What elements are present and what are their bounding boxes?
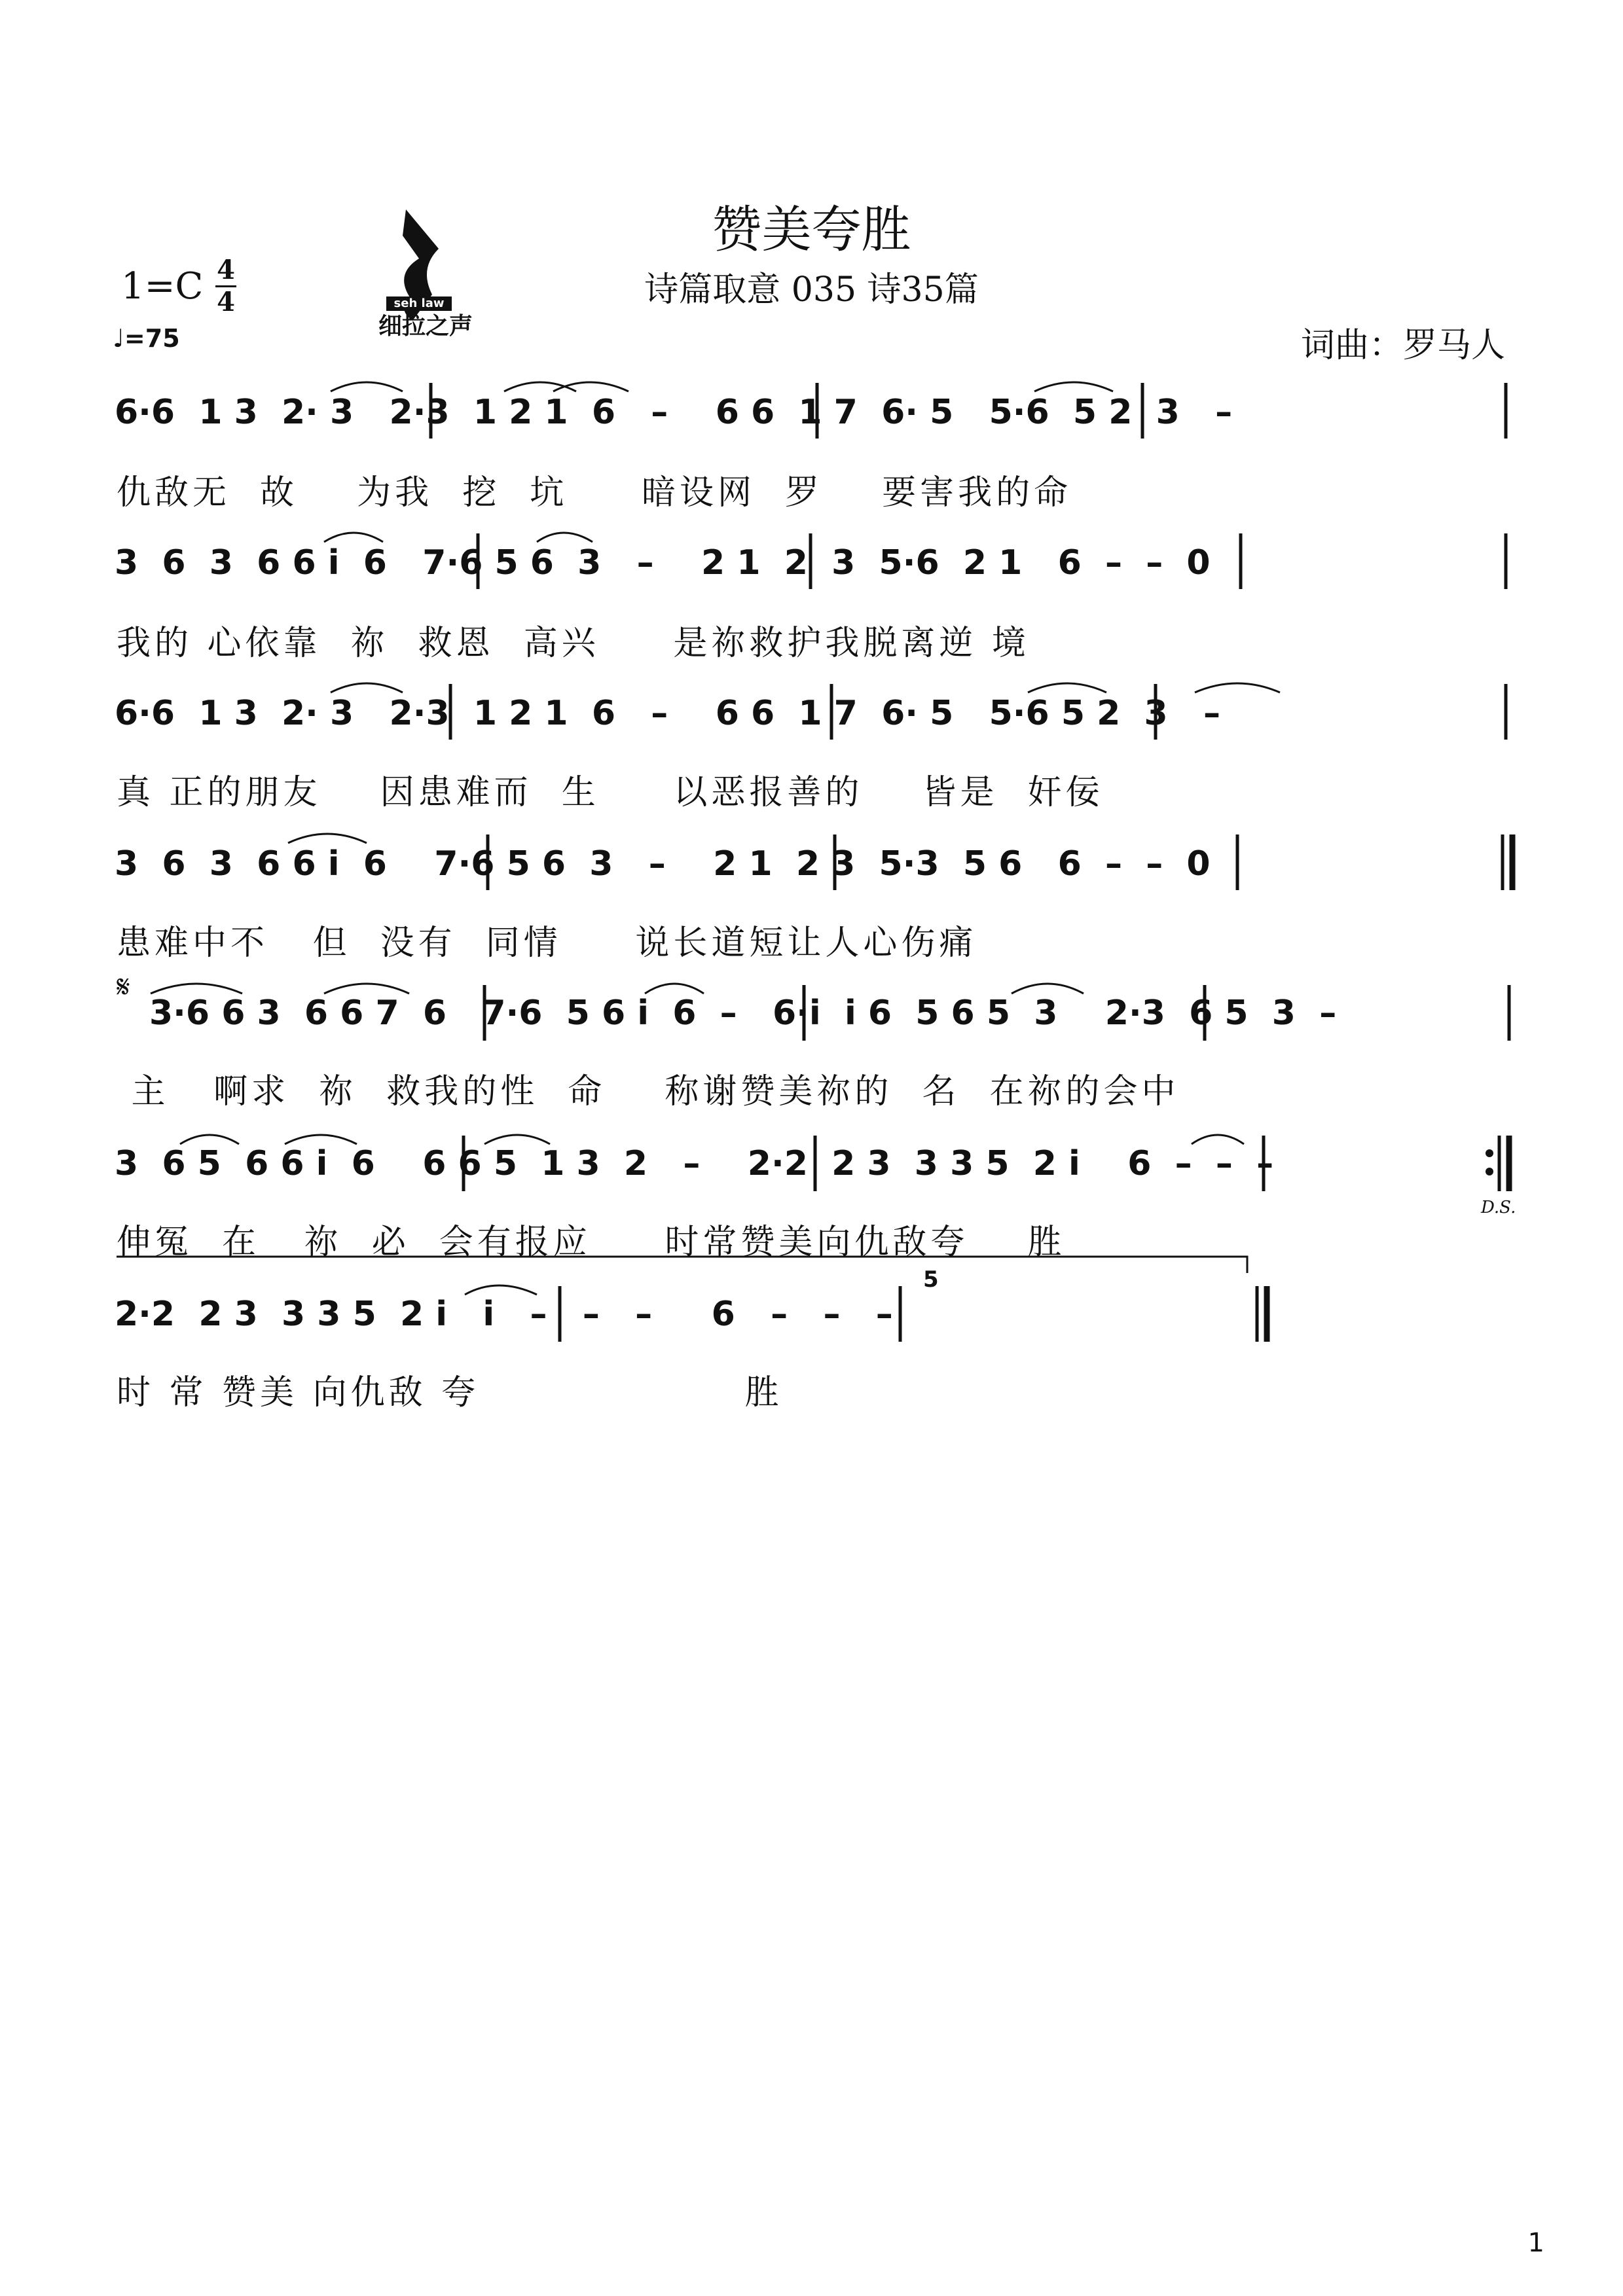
- notation-line: 6·6 1 3 2· 3 2·3 1 2 1 6 – 6 6 1 7 6· 5 5·6 5 2 3 –: [115, 393, 1233, 432]
- time-signature-top: 4: [217, 255, 235, 285]
- page-subtitle: 诗篇取意 035 诗35篇: [644, 270, 979, 310]
- slurs: [151, 382, 1280, 1295]
- lyric-line: 患难中不 但 没有 同情 说长道短让人心伤痛: [117, 924, 977, 963]
- lyric-line: 真 正的朋友 因患难而 生 以恶报善的 皆是 奸佞: [117, 773, 1104, 812]
- lyric-line: 我的 心依靠 祢 救恩 高兴 是祢救护我脱离逆 境: [117, 624, 1030, 663]
- lyric-line: 时 常 赞美 向仇敌 夸 胜: [117, 1373, 783, 1412]
- notation-line: 3 6 3 6 6 i 6 7·6 5 6 3 – 2 1 2 3 5·3 5 6 6 – – 0: [115, 844, 1211, 884]
- tempo-marking: ♩=75: [113, 324, 180, 353]
- notation-line: 3·6 6 3 6 6 7 6 7·6 5 6 i 6 – 6·i i 6 5 6 5 3 2·3 6 5 3 –: [149, 994, 1337, 1033]
- bar-lines: [431, 383, 1512, 1342]
- lyric-line: 主 啊求 祢 救我的性 命 称谢赞美祢的 名 在祢的会中: [117, 1072, 1180, 1111]
- notation-line: 6·6 1 3 2· 3 2·3 1 2 1 6 – 6 6 1 7 6· 5 5·6 5 2 3 –: [115, 694, 1220, 733]
- notation-line: 3 6 5 6 6 i 6 6 6 5 1 3 2 – 2·2 2 3 3 3 5 2 i 6 – – –: [115, 1144, 1274, 1183]
- lyric-line: 仇敌无 故 为我 挖 坑 暗设网 罗 要害我的命: [117, 473, 1072, 512]
- page-number: 1: [1527, 2228, 1544, 2258]
- repeat-dots: [1486, 1149, 1493, 1175]
- segno-sign: 𝄋: [117, 969, 130, 1005]
- grace-note: 5: [923, 1266, 939, 1293]
- logo-badge: seh law: [386, 296, 452, 311]
- notation-line: 2·2 2 3 3 3 5 2 i i – – – 6 – – –: [115, 1295, 893, 1334]
- time-signature-bottom: 4: [217, 287, 235, 317]
- logo-label: 细拉之声: [378, 312, 473, 340]
- notation-line: 3 6 3 6 6 i 6 7·6 5 6 3 – 2 1 2 3 5·6 2 1 6 – – 0: [115, 543, 1211, 583]
- ds-marking: D.S.: [1481, 1198, 1516, 1217]
- lyric-line: 伸冤 在 祢 必 会有报应 时常赞美向仇敌夸 胜: [117, 1223, 1066, 1262]
- key-signature: 1=C: [121, 265, 204, 308]
- page-title: 赞美夸胜: [712, 200, 911, 259]
- volta-bracket: [117, 1257, 1247, 1273]
- composer-credits: 词曲：罗马人: [1300, 326, 1505, 365]
